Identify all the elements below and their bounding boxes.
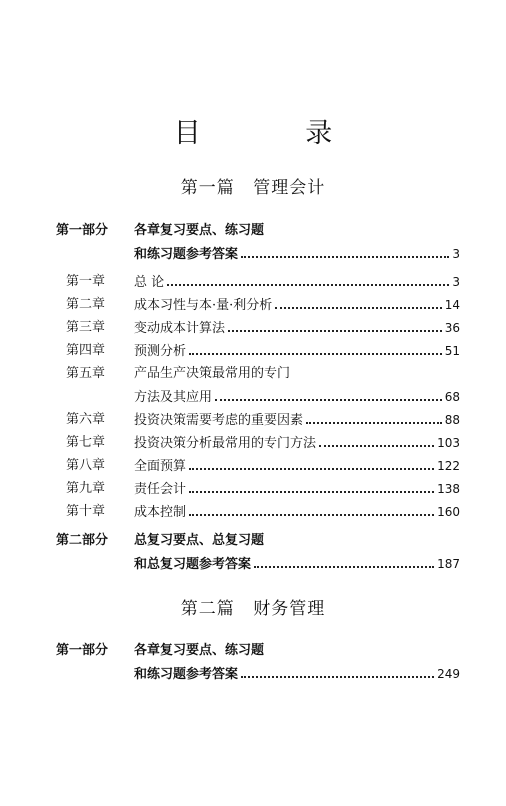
page-number: 187	[437, 557, 460, 571]
page-number: 51	[444, 344, 460, 358]
leader-dots	[167, 273, 449, 286]
entry-title: 总复习要点、总复习题	[134, 533, 265, 548]
leader-dots	[306, 411, 442, 424]
chapter-label: 第八章	[66, 458, 106, 473]
toc-entry-s1-part2[interactable]	[0, 530, 506, 552]
toc-entry-chapter-5-cont[interactable]	[0, 386, 506, 408]
leader-dots	[319, 434, 434, 447]
chapter-label: 第五章	[66, 366, 106, 381]
toc-entry-s1-part2-cont[interactable]	[0, 553, 506, 575]
toc-entry-chapter-6[interactable]	[0, 409, 506, 431]
page-title: 目 录	[173, 118, 381, 149]
chapter-label: 第四章	[66, 343, 106, 358]
chapter-label: 第一章	[66, 274, 106, 289]
toc-entry-chapter-2[interactable]	[0, 294, 506, 316]
page-number: 138	[437, 482, 460, 496]
chapter-label: 第三章	[66, 320, 106, 335]
leader-dots	[189, 342, 442, 355]
entry-title: 预测分析	[134, 344, 187, 359]
toc-entry-chapter-10[interactable]	[0, 501, 506, 523]
page-number: 3	[452, 247, 460, 261]
leader-dots	[189, 503, 434, 516]
entry-title: 投资决策分析最常用的专门方法	[134, 436, 317, 451]
entry-title: 投资决策需要考虑的重要因素	[134, 413, 304, 428]
toc-entry-chapter-9[interactable]	[0, 478, 506, 500]
entry-title: 成本控制	[134, 505, 187, 520]
toc-entry-chapter-3[interactable]	[0, 317, 506, 339]
part-label: 第二部分	[56, 533, 109, 548]
entry-title: 各章复习要点、练习题	[134, 643, 265, 658]
leader-dots	[254, 555, 434, 568]
toc-entry-s1-part1[interactable]	[0, 220, 506, 242]
page-number: 68	[444, 390, 460, 404]
leader-dots	[275, 296, 441, 309]
section-heading-financial-management: 第二篇 财务管理	[180, 599, 326, 619]
entry-title-cont: 和总复习题参考答案	[134, 557, 252, 572]
leader-dots	[241, 245, 449, 258]
toc-entry-s1-part1-cont[interactable]	[0, 243, 506, 265]
leader-dots	[228, 319, 442, 332]
section-heading-management-accounting: 第一篇 管理会计	[180, 178, 326, 198]
page-number: 3	[452, 275, 460, 289]
entry-title: 各章复习要点、练习题	[134, 223, 265, 238]
leader-dots	[189, 457, 434, 470]
toc-entry-s2-part1[interactable]	[0, 640, 506, 662]
entry-title-cont: 和练习题参考答案	[134, 247, 239, 262]
chapter-label: 第十章	[66, 504, 106, 519]
chapter-label: 第九章	[66, 481, 106, 496]
leader-dots	[241, 665, 434, 678]
entry-title-cont: 方法及其应用	[134, 390, 213, 405]
toc-entry-chapter-8[interactable]	[0, 455, 506, 477]
chapter-label: 第六章	[66, 412, 106, 427]
entry-title: 产品生产决策最常用的专门	[134, 366, 291, 381]
page-number: 249	[437, 667, 460, 681]
leader-dots	[189, 480, 434, 493]
toc-entry-chapter-1[interactable]	[0, 271, 506, 293]
chapter-label: 第七章	[66, 435, 106, 450]
entry-title-cont: 和练习题参考答案	[134, 667, 239, 682]
page-number: 103	[437, 436, 460, 450]
page-number: 160	[437, 505, 460, 519]
entry-title: 全面预算	[134, 459, 187, 474]
entry-title: 成本习性与本·量·利分析	[134, 298, 273, 313]
page-number: 122	[437, 459, 460, 473]
toc-entry-s2-part1-cont[interactable]	[0, 663, 506, 685]
chapter-label: 第二章	[66, 297, 106, 312]
part-label: 第一部分	[56, 223, 109, 238]
part-label: 第一部分	[56, 643, 109, 658]
toc-entry-chapter-4[interactable]	[0, 340, 506, 362]
entry-title: 总 论	[134, 275, 165, 290]
entry-title: 变动成本计算法	[134, 321, 226, 336]
toc-entry-chapter-5[interactable]	[0, 363, 506, 385]
page-number: 88	[444, 413, 460, 427]
toc-entry-chapter-7[interactable]	[0, 432, 506, 454]
page-number: 36	[444, 321, 460, 335]
leader-dots	[215, 388, 442, 401]
entry-title: 责任会计	[134, 482, 187, 497]
page-number: 14	[444, 298, 460, 312]
